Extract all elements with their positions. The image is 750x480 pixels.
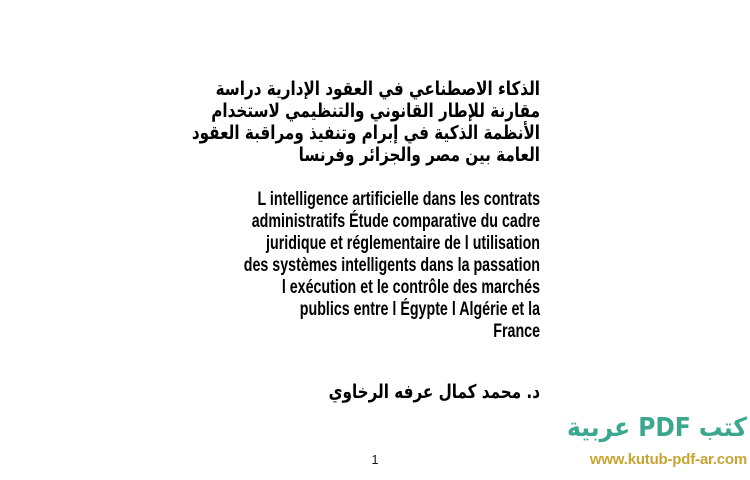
author-block	[140, 381, 540, 403]
french-title-line: des systèmes intelligents dans la passation	[243, 255, 540, 276]
page-number: 1	[371, 452, 379, 467]
french-title-line: France	[493, 321, 540, 342]
french-title-line: administratifs Étude comparative du cadre	[251, 211, 540, 232]
arabic-title-line: العامة بين مصر والجزائر وفرنسا	[298, 144, 540, 166]
french-title-line: l exécution et le contrôle des marchés	[281, 277, 540, 298]
watermark-site-url: www.kutub-pdf-ar.com	[589, 451, 747, 468]
french-title-line: L intelligence artificielle dans les contrats	[257, 189, 540, 210]
arabic-title-line: الذكاء الاصطناعي في العقود الإدارية دراسة	[215, 78, 540, 100]
arabic-title-line: مقارنة للإطار القانوني والتنظيمي لاستخدام	[211, 100, 540, 122]
arabic-title-line: الأنظمة الذكية في إبرام وتنفيذ ومراقبة العقود	[191, 122, 540, 144]
watermark-site-name: كتب PDF عربية	[567, 413, 747, 443]
french-title-line: juridique et réglementaire de l utilisation	[266, 233, 540, 254]
author-name: د. محمد كمال عرفه الرخاوي	[328, 381, 540, 403]
french-title-line: publics entre l Égypte l Algérie et la	[299, 299, 540, 320]
arabic-title	[140, 78, 540, 166]
french-title	[140, 189, 540, 343]
watermark	[547, 406, 747, 470]
